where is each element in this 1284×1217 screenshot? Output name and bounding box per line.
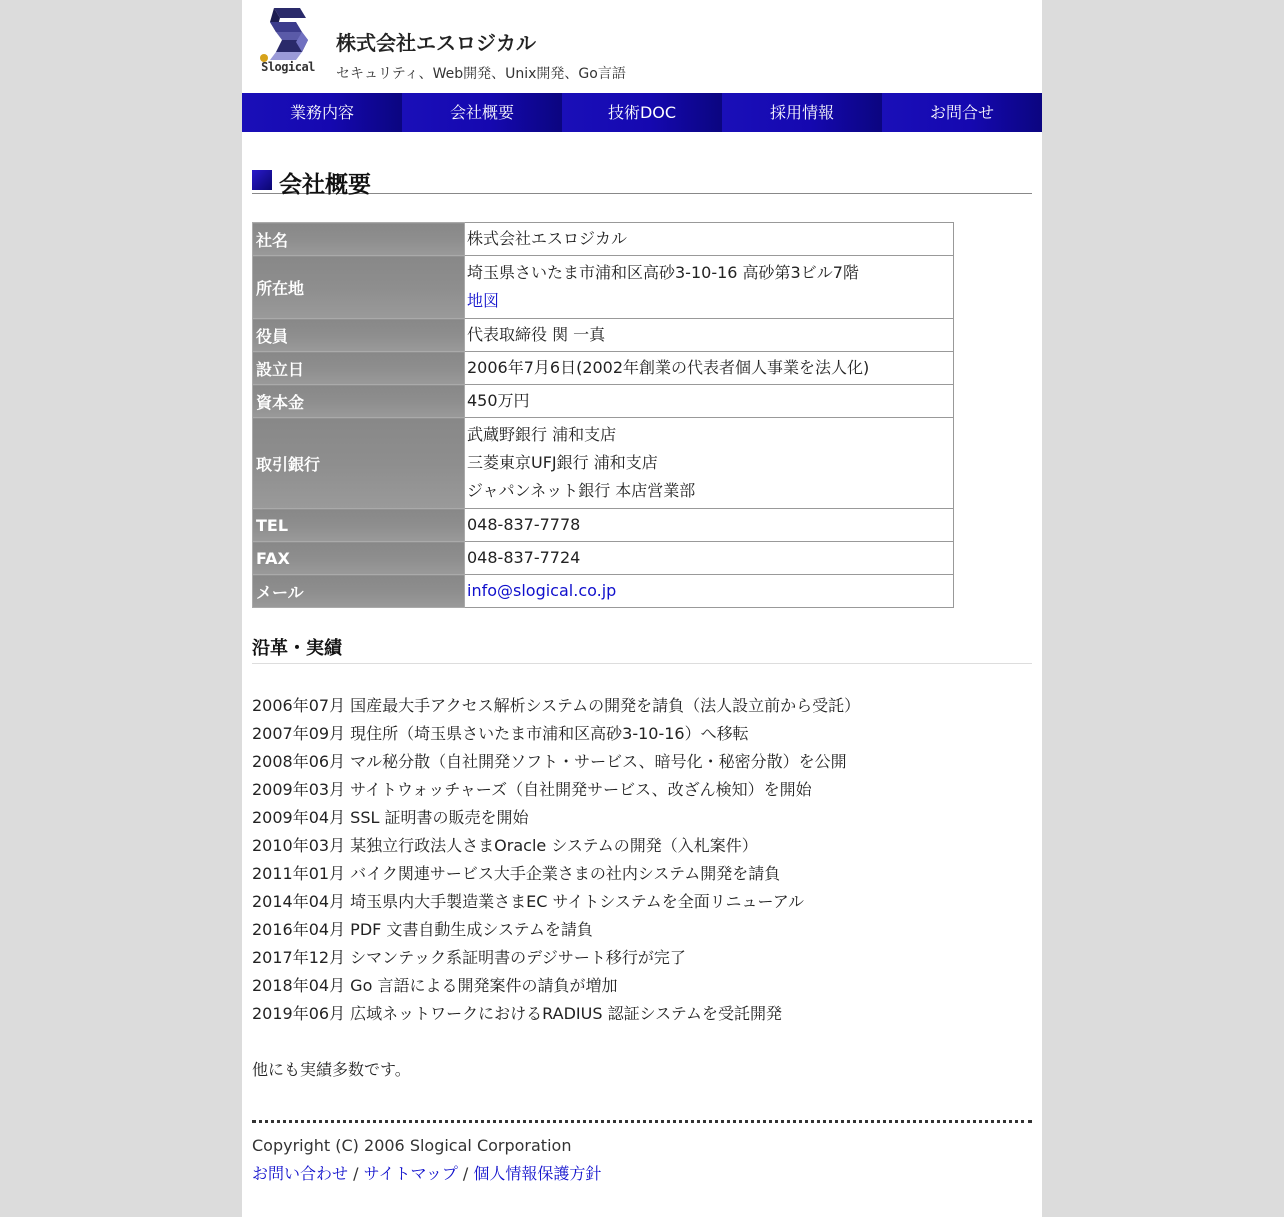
table-row (253, 319, 954, 352)
site-header (242, 0, 1042, 93)
row-label: 所在地 (253, 256, 465, 319)
banks-cell (465, 418, 954, 509)
table-row (253, 418, 954, 509)
row-label: 取引銀行 (253, 418, 465, 509)
nav-item-company[interactable]: 会社概要 (402, 93, 562, 132)
footer-divider (252, 1120, 1032, 1123)
row-label: TEL (253, 509, 465, 542)
nav-item-services[interactable]: 業務内容 (242, 93, 402, 132)
nav-item-tech-doc[interactable]: 技術DOC (562, 93, 722, 132)
page-heading (252, 166, 1032, 198)
page-container (242, 0, 1042, 1217)
address-value: 埼玉県さいたま市浦和区高砂3-10-16 高砂第3ビル7階 (467, 263, 859, 282)
list-item: 2009年04月 SSL 証明書の販売を開始 (252, 808, 529, 827)
list-item: 2009年03月 サイトウォッチャーズ（自社開発サービス、改ざん検知）を開始 (252, 780, 812, 799)
list-item: 2014年04月 埼玉県内大手製造業さまEC サイトシステムを全面リニューアル (252, 892, 805, 911)
footer-link-contact[interactable]: お問い合わせ (252, 1164, 349, 1183)
row-label: 資本金 (253, 385, 465, 418)
row-label: 設立日 (253, 352, 465, 385)
officers-value: 代表取締役 関 一真 (465, 319, 954, 352)
list-item: 2016年04月 PDF 文書自動生成システムを請負 (252, 920, 593, 939)
page-title: 会社概要 (279, 172, 371, 198)
capital-value: 450万円 (465, 385, 954, 418)
table-row (253, 509, 954, 542)
history-heading: 沿革・実績 (252, 634, 1032, 664)
fax-value: 048-837-7724 (465, 542, 954, 575)
list-item: 2007年09月 現住所（埼玉県さいたま市浦和区高砂3-10-16）へ移転 (252, 724, 749, 743)
row-label: 役員 (253, 319, 465, 352)
list-item: 2018年04月 Go 言語による開発案件の請負が増加 (252, 976, 618, 995)
history-list (252, 692, 1032, 1028)
nav-item-contact[interactable]: お問合せ (882, 93, 1042, 132)
row-label: メール (253, 575, 465, 608)
footer-link-sitemap[interactable]: サイトマップ (363, 1164, 458, 1183)
table-row (253, 352, 954, 385)
table-row (253, 575, 954, 608)
row-label: FAX (253, 542, 465, 575)
list-item: 2006年07月 国産最大手アクセス解析システムの開発を請負（法人設立前から受託） (252, 696, 861, 715)
company-name-value: 株式会社エスロジカル (465, 223, 954, 256)
footer-link-privacy[interactable]: 個人情報保護方針 (473, 1164, 602, 1183)
table-row (253, 223, 954, 256)
list-item: 2019年06月 広域ネットワークにおけるRADIUS 認証システムを受託開発 (252, 1004, 782, 1023)
copyright-text: Copyright (C) 2006 Slogical Corporation (252, 1136, 572, 1155)
address-cell (465, 256, 954, 319)
list-item: 2017年12月 シマンテック系証明書のデジサート移行が完了 (252, 948, 686, 967)
bank-name: 武蔵野銀行 浦和支店 (467, 425, 617, 444)
map-link[interactable]: 地図 (467, 291, 500, 310)
site-tagline: セキュリティ、Web開発、Unix開発、Go言語 (336, 66, 626, 82)
list-item: 2008年06月 マル秘分散（自社開発ソフト・サービス、暗号化・秘密分散）を公開 (252, 752, 847, 771)
history-note: 他にも実績多数です。 (252, 1060, 411, 1079)
nav-item-recruit[interactable]: 採用情報 (722, 93, 882, 132)
table-row (253, 385, 954, 418)
tel-value: 048-837-7778 (465, 509, 954, 542)
list-item: 2010年03月 某独立行政法人さまOracle システムの開発（入札案件） (252, 836, 758, 855)
company-logo[interactable] (254, 6, 322, 78)
main-nav (242, 93, 1042, 132)
logo-s-icon (254, 6, 322, 62)
founded-value: 2006年7月6日(2002年創業の代表者個人事業を法人化) (465, 352, 954, 385)
footer-links (252, 1160, 601, 1188)
bank-name: 三菱東京UFJ銀行 浦和支店 (467, 453, 658, 472)
mail-cell (465, 575, 954, 608)
heading-square-icon (252, 170, 272, 190)
company-info-table (252, 222, 954, 608)
bank-name: ジャパンネット銀行 本店営業部 (467, 481, 696, 500)
table-row (253, 542, 954, 575)
list-item: 2011年01月 バイク関連サービス大手企業さまの社内システム開発を請負 (252, 864, 781, 883)
link-separator: / (348, 1164, 364, 1183)
link-separator: / (457, 1164, 474, 1183)
row-label: 社名 (253, 223, 465, 256)
site-title: 株式会社エスロジカル (336, 31, 536, 55)
logo-wordmark: Slogical (261, 60, 315, 74)
email-link[interactable]: info@slogical.co.jp (467, 581, 617, 600)
table-row (253, 256, 954, 319)
